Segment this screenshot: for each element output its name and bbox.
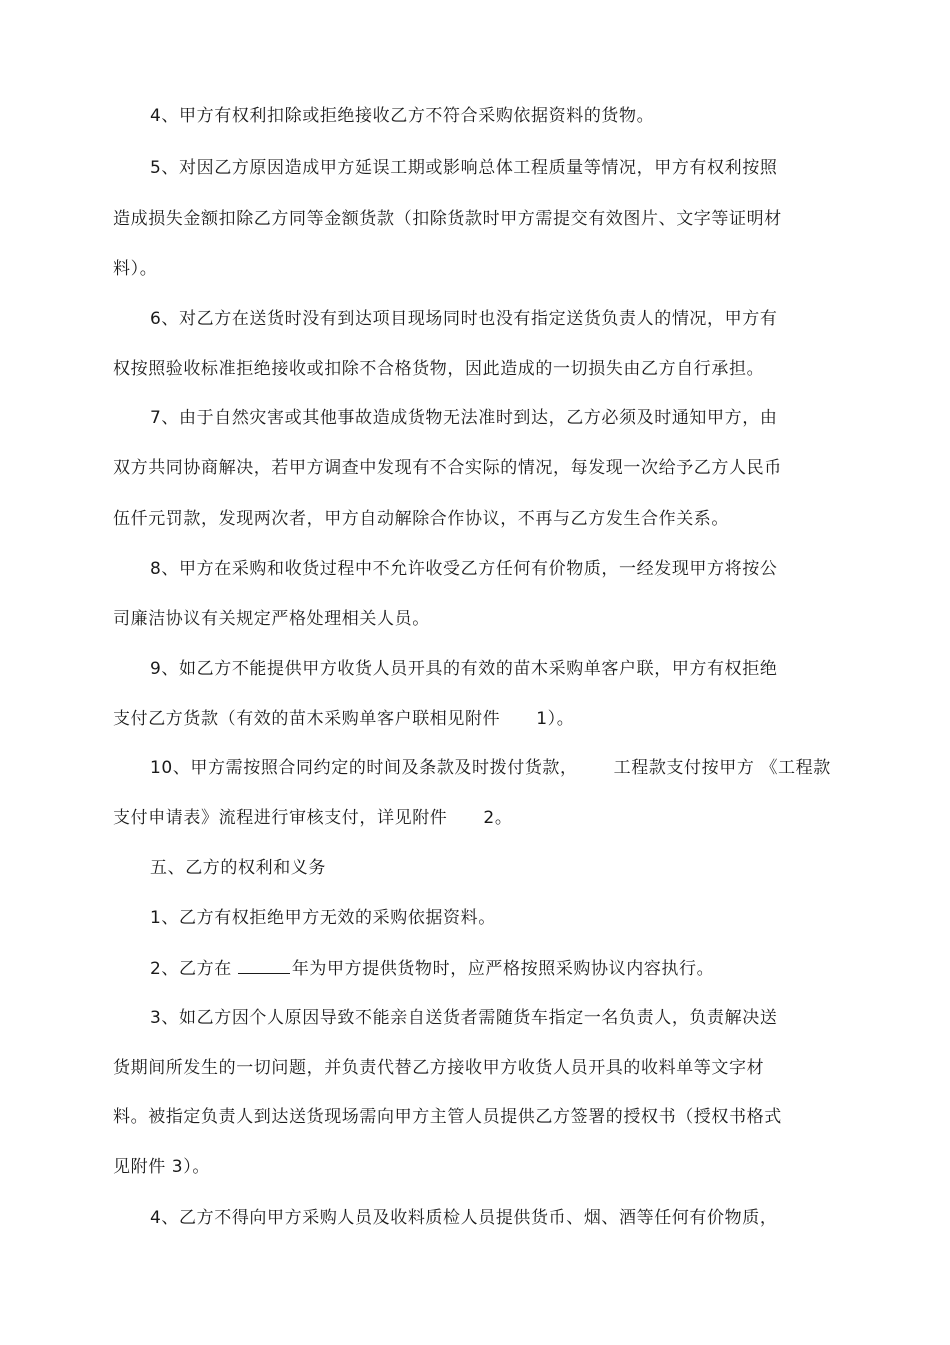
section-heading-party-b: 五、乙方的权利和义务	[150, 858, 326, 878]
year-blank-field	[238, 956, 290, 974]
clause-a5-line3: 料）。	[113, 259, 158, 279]
clause-a10-line2: 支付申请表》流程进行审核支付，详见附件 2。	[113, 808, 513, 828]
clause-a7-line2: 双方共同协商解决，若甲方调查中发现有不合实际的情况，每发现一次给予乙方人民币	[113, 458, 782, 478]
clause-a4: 4、甲方有权利扣除或拒绝接收乙方不符合采购依据资料的货物。	[150, 106, 655, 126]
clause-b3-line2: 货期间所发生的一切问题，并负责代替乙方接收甲方收货人员开具的收料单等文字材	[113, 1058, 765, 1078]
clause-b1: 1、乙方有权拒绝甲方无效的采购依据资料。	[150, 908, 496, 928]
clause-a6-line1: 6、对乙方在送货时没有到达项目现场同时也没有指定送货负责人的情况，甲方有	[150, 309, 778, 329]
clause-a5-line2: 造成损失金额扣除乙方同等金额货款（扣除货款时甲方需提交有效图片、文字等证明材	[113, 209, 782, 229]
clause-b2-suffix: 年为甲方提供货物时，应严格按照采购协议内容执行。	[291, 959, 715, 979]
clause-a8-line1: 8、甲方在采购和收货过程中不允许收受乙方任何有价物质，一经发现甲方将按公	[150, 559, 778, 579]
clause-a10-line1: 10、甲方需按照合同约定的时间及条款及时拨付货款， 工程款支付按甲方 《工程款	[150, 758, 831, 778]
clause-a8-line2: 司廉洁协议有关规定严格处理相关人员。	[113, 609, 430, 629]
clause-b3-line1: 3、如乙方因个人原因导致不能亲自送货者需随货车指定一名负责人，负责解决送	[150, 1008, 778, 1028]
clause-a5-line1: 5、对因乙方原因造成甲方延误工期或影响总体工程质量等情况，甲方有权利按照	[150, 158, 778, 178]
clause-a7-line1: 7、由于自然灾害或其他事故造成货物无法准时到达，乙方必须及时通知甲方，由	[150, 408, 778, 428]
clause-b3-line3: 料。被指定负责人到达送货现场需向甲方主管人员提供乙方签署的授权书（授权书格式	[113, 1107, 782, 1127]
clause-b3-line4: 见附件 3）。	[113, 1157, 210, 1177]
clause-a9-line1: 9、如乙方不能提供甲方收货人员开具的有效的苗木采购单客户联，甲方有权拒绝	[150, 659, 778, 679]
clause-a6-line2: 权按照验收标准拒绝接收或扣除不合格货物，因此造成的一切损失由乙方自行承担。	[113, 359, 765, 379]
clause-a7-line3: 伍仟元罚款，发现两次者，甲方自动解除合作协议，不再与乙方发生合作关系。	[113, 509, 729, 529]
clause-b2	[150, 956, 714, 981]
clause-a9-line2: 支付乙方货款（有效的苗木采购单客户联相见附件 1）。	[113, 709, 575, 729]
clause-b4-line1: 4、乙方不得向甲方采购人员及收料质检人员提供货币、烟、酒等任何有价物质，	[150, 1208, 778, 1228]
clause-b2-prefix: 2、乙方在	[150, 959, 232, 979]
